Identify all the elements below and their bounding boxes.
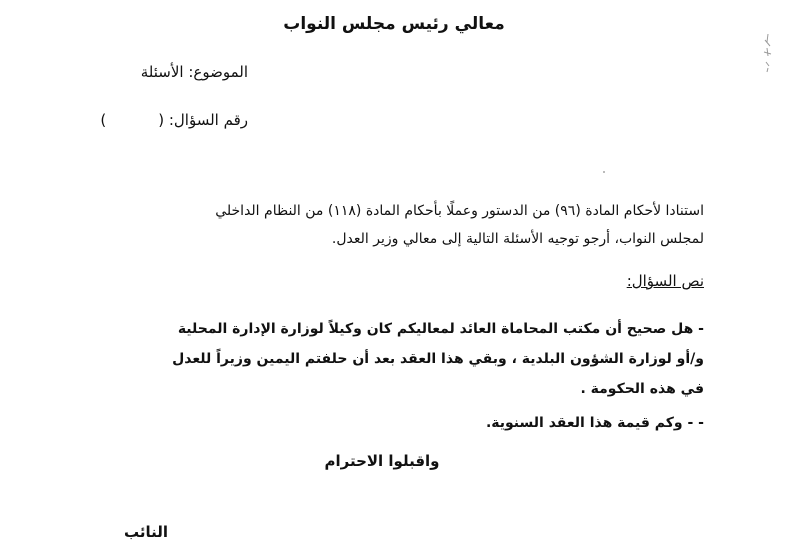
signer-label: النائب — [123, 523, 168, 540]
question-2: - - وكم قيمة هذا العقد السنوية. — [485, 415, 704, 431]
intro-paragraph — [215, 197, 704, 253]
scan-speck — [603, 171, 605, 173]
question-number-close-paren: ) — [100, 111, 107, 129]
question-text-heading: نص السؤال: — [626, 272, 704, 290]
intro-line: لمجلس النواب، أرجو توجيه الأسئلة التالية إلى معالي وزير العدل. — [331, 231, 704, 247]
closing-salutation: واقبلوا الاحترام — [324, 452, 440, 470]
question-1-line: في هذه الحكومة . — [580, 381, 704, 397]
question-1 — [172, 314, 704, 404]
scan-artifact-mark — [762, 32, 774, 74]
question-number-line — [100, 111, 248, 129]
addressee-title: معالي رئيس مجلس النواب — [283, 14, 505, 34]
question-1-line: - هل صحيح أن مكتب المحاماة العائد لمعاليكم كان وكيلاً لوزارة الإدارة المحلية — [177, 321, 704, 337]
question-number-open-paren: ( — [158, 111, 165, 129]
question-number-label: رقم السؤال: — [168, 111, 248, 129]
question-1-line: و/أو لوزارة الشؤون البلدية ، وبقي هذا العقد بعد أن حلفتم اليمين وزيراً للعدل — [172, 351, 704, 367]
intro-line: استنادا لأحكام المادة (٩٦) من الدستور وعملًا بأحكام المادة (١١٨) من النظام الداخلي — [215, 203, 704, 219]
subject-line: الموضوع: الأسئلة — [140, 63, 248, 81]
